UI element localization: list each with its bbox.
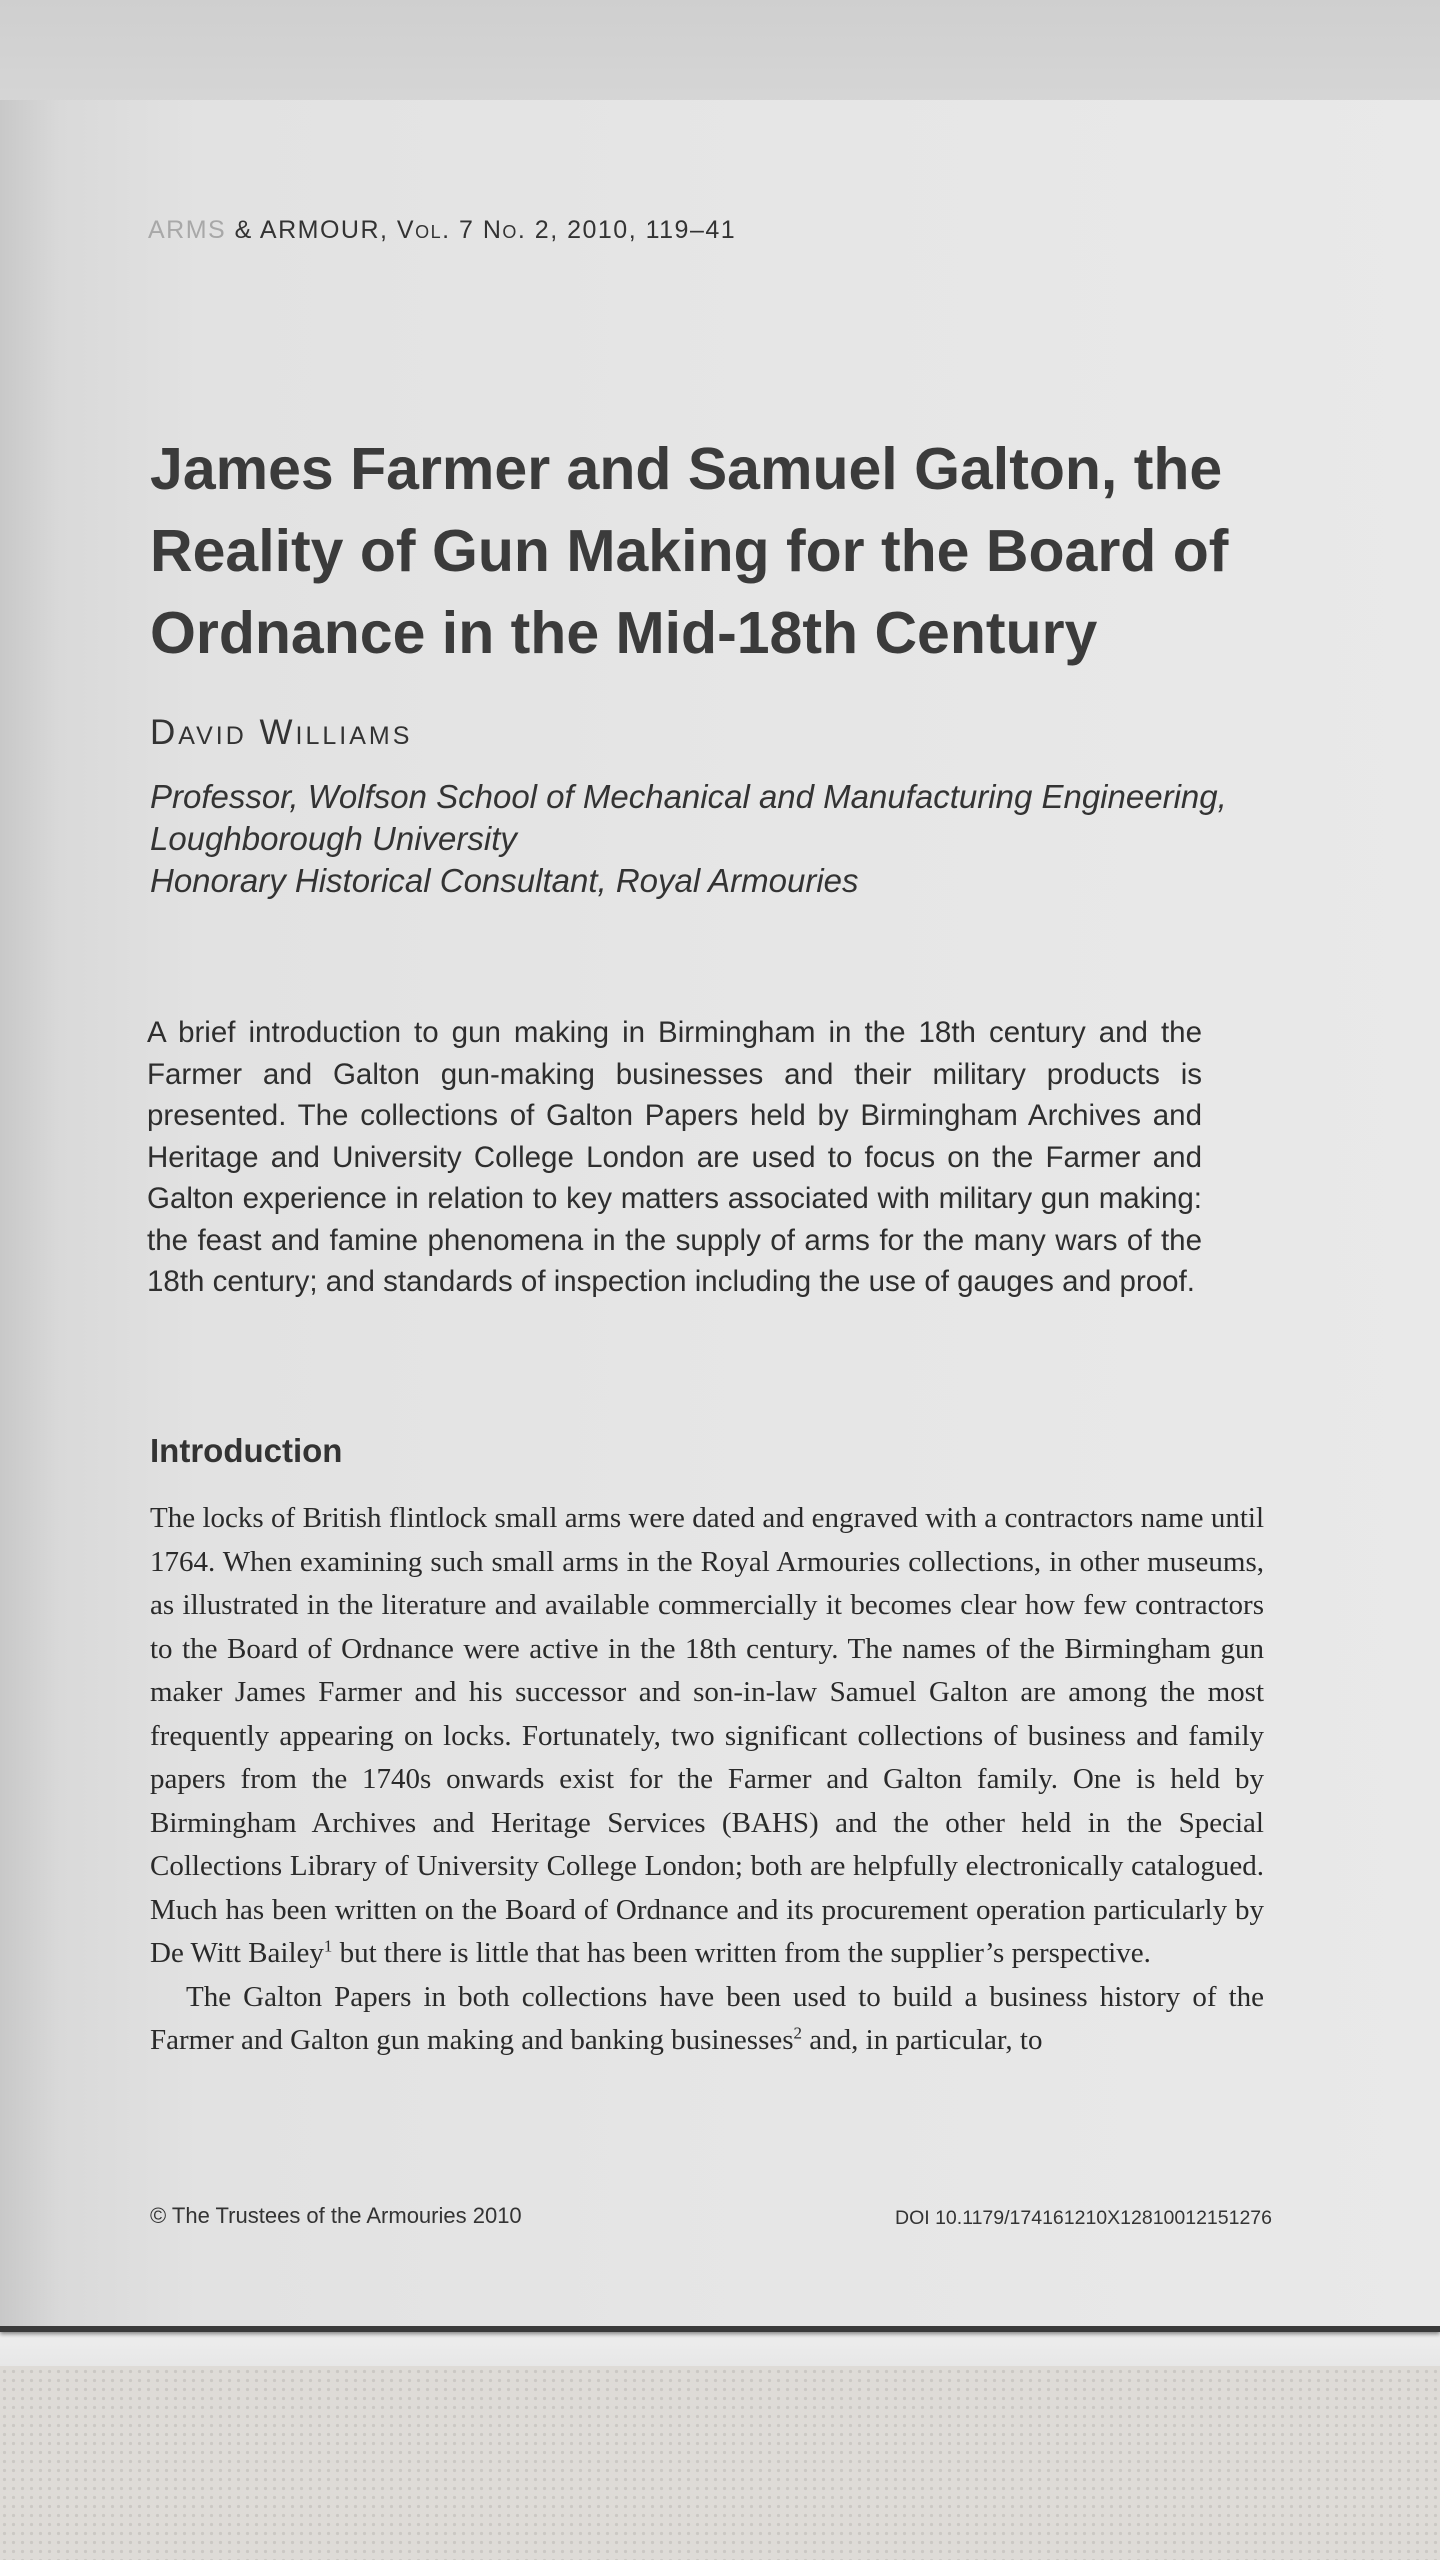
author-name: David Williams bbox=[150, 713, 413, 752]
body-paragraph bbox=[150, 1976, 1264, 2063]
body-text bbox=[150, 1497, 1264, 2063]
author-affiliation bbox=[150, 776, 1300, 902]
section-heading: Introduction bbox=[150, 1432, 343, 1469]
affiliation-line: Loughborough University bbox=[150, 820, 517, 857]
running-head bbox=[148, 216, 736, 245]
footnote-marker: 2 bbox=[793, 2023, 803, 2043]
paragraph-text: The Galton Papers in both collections have been used to build a business history of the Farmer and Galton gun making and banking businesses bbox=[150, 1980, 1264, 2056]
footnote-marker: 1 bbox=[323, 1936, 333, 1956]
copyright-notice: © The Trustees of the Armouries 2010 bbox=[150, 2203, 522, 2228]
backdrop-top bbox=[0, 0, 1440, 110]
affiliation-line: Honorary Historical Consultant, Royal Armouries bbox=[150, 862, 859, 899]
tablecloth-background bbox=[0, 2340, 1440, 2560]
affiliation-line: Professor, Wolfson School of Mechanical and Manufacturing Engineering, bbox=[150, 778, 1227, 815]
running-head-faded: ARMS bbox=[148, 216, 227, 244]
paragraph-text: but there is little that has been written from the supplier’s perspective. bbox=[332, 1937, 1151, 1969]
doi: DOI 10.1179/174161210X12810012151276 bbox=[895, 2207, 1272, 2229]
running-head-citation: & ARMOUR, Vol. 7 No. 2, 2010, 119–41 bbox=[226, 216, 737, 244]
paragraph-text: and, in particular, to bbox=[802, 2024, 1043, 2056]
body-paragraph bbox=[150, 1497, 1264, 1976]
abstract: A brief introduction to gun making in Birmingham in the 18th century and the Farmer and Galton gun-making businesses and their military products is presented. The collections of Galton Papers held by Birmingham Archives and Heritage and University College London are used to focus on the Farmer and Galton experience in relation to key matters associated with military gun making: the feast and famine phenomena in the supply of arms for the many wars of the 18th century; and standards of inspection including the use of gauges and proof. bbox=[147, 1016, 1202, 1298]
paragraph-text: The locks of British flintlock small arms were dated and engraved with a contractors name until 1764. When examining such small arms in the Royal Armouries collections, in other museums, as illustrated in the literature and available commercially it becomes clear how few contractors to the Board of Ordnance were active in the 18th century. The names of the Birmingham gun maker James Farmer and his successor and son-in-law Samuel Galton are among the most frequently appearing on locks. Fortunately, two significant collections of business and family papers from the 1740s onwards exist for the Farmer and Galton family. One is held by Birmingham Archives and Heritage Services (BAHS) and the other held in the Special Collections Library of University College London; both are helpfully electronically catalogued. Much has been written on the Board of Ordnance and its procurement operation particularly by De Witt Bailey bbox=[150, 1502, 1264, 1969]
article-title: James Farmer and Samuel Galton, the Reality of Gun Making for the Board of Ordnance in the Mid-18th Century bbox=[150, 436, 1229, 666]
